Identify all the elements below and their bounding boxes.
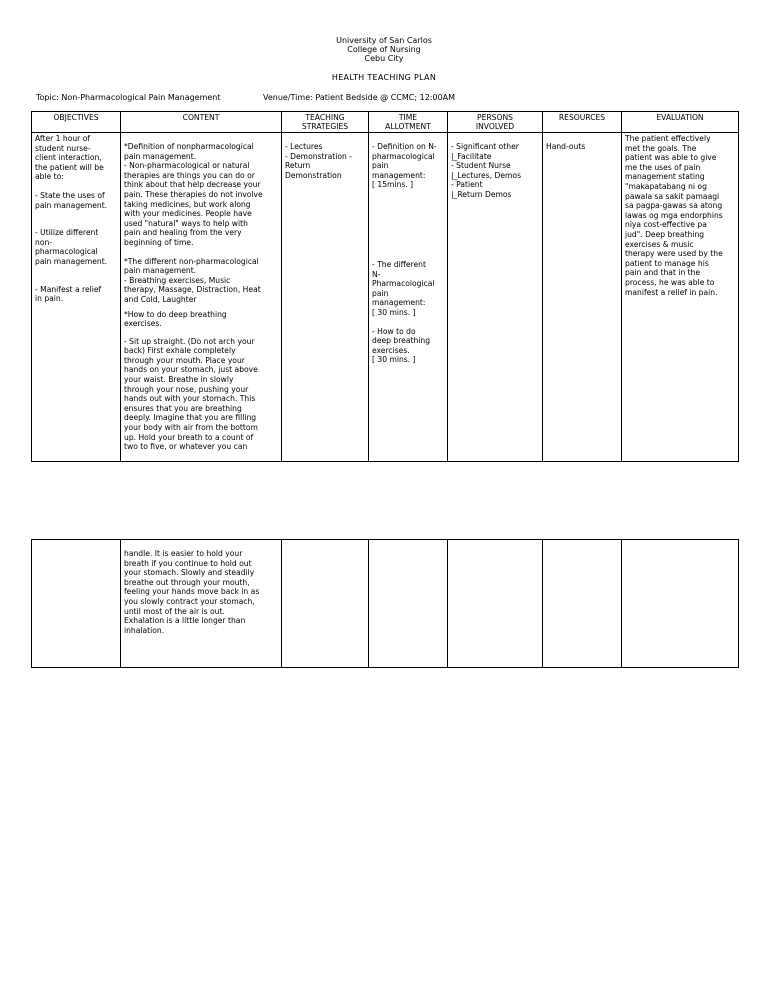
content-cell — [121, 133, 282, 462]
content-continued: handle. It is easier to hold your breath if you continue to hold out your stomach. Slowly and steadily breathe out through your mouth, feeling your hands move back in as you slowly contract your stomach, until most of the air is out. Exhalation is a little longer than inhalation. — [124, 549, 260, 635]
time-breathing: - How to do deep breathing exercises. [ 30 mins. ] — [372, 326, 431, 365]
content-definition: *Definition of nonpharmacological pain management. - Non-pharmacological or natural therapies are things you can do or think about that help decrease your pain. These therapies do not involve taking medicines, but work along with your medicines. People have used "natural" ways to help with pain and healing from the very beginning of time. — [124, 142, 263, 247]
content-types: *The different non-pharmacological pain management. - Breathing exercises, Music therapy, Massage, Distraction, Heat and Cold, Laughter — [124, 256, 261, 304]
time-different: - The different N- Pharmacological pain management: [ 30 mins. ] — [372, 259, 435, 317]
strategies-text: - Lectures - Demonstration - Return Demonstration — [285, 142, 352, 180]
content-cell — [121, 540, 282, 668]
col-header-content: CONTENT — [121, 112, 282, 133]
time-cell — [369, 540, 448, 668]
objectives-cell — [32, 133, 121, 462]
col-header-strategies: TEACHING STRATEGIES — [282, 112, 369, 133]
persons-text: - Significant other |_Facilitate - Student Nurse |_Lectures, Demos - Patient |_Return Demos — [451, 142, 522, 199]
evaluation-cell — [622, 133, 739, 462]
persons-cell — [448, 540, 543, 668]
table-header-row — [32, 112, 739, 133]
objective-2: - Utilize different non- pharmacological pain management. — [35, 228, 108, 266]
persons-cell — [448, 133, 543, 462]
col-header-objectives: OBJECTIVES — [32, 112, 121, 133]
document-title: HEALTH TEACHING PLAN — [331, 73, 437, 82]
resources-cell — [543, 540, 622, 668]
col-header-resources: RESOURCES — [543, 112, 622, 133]
col-header-evaluation: EVALUATION — [622, 112, 739, 133]
col-header-persons: PERSONS INVOLVED — [448, 112, 543, 133]
teaching-plan-table — [31, 111, 739, 462]
resources-cell — [543, 133, 622, 462]
content-howto-heading: *How to do deep breathing exercises. — [124, 309, 227, 329]
time-cell — [369, 133, 448, 462]
table-row — [32, 540, 739, 668]
strategies-cell — [282, 540, 369, 668]
content-steps: - Sit up straight. (Do not arch your back) First exhale completely through your mouth. Place your hands on your stomach, just above your waist. Breathe in slowly through your nose, pushing your hands out with your stomach. This ensures that you are breathing deeply. Imagine that you are filling your body with air from the bottom up. Hold your breath to a count of two to five, or whatever you can — [124, 336, 258, 452]
objectives-cell — [32, 540, 121, 668]
table-row — [32, 133, 739, 462]
objective-1: - State the uses of pain management. — [35, 190, 108, 210]
topic-line: Topic: Non-Pharmacological Pain Management — [36, 93, 221, 102]
college-name: College of Nursing — [347, 45, 421, 54]
teaching-plan-table-continued — [31, 539, 739, 668]
col-header-time: TIME ALLOTMENT — [369, 112, 448, 133]
objectives-intro: After 1 hour of student nurse- client interaction, the patient will be able to: — [35, 134, 104, 182]
city-name: Cebu City — [364, 54, 404, 63]
venue-line: Venue/Time: Patient Bedside @ CCMC; 12:00AM — [263, 93, 456, 102]
evaluation-cell — [622, 540, 739, 668]
university-name: University of San Carlos — [336, 36, 432, 45]
evaluation-text: The patient effectively met the goals. The patient was able to give me the uses of pain management stating "makapatabang ni og pawala sa sakit pamaagi sa pagpa-gawas sa atong lawas og mga endorphins niya cost-effective pa jud". Deep breathing exercises & music therapy were used by the patient to manage his pain and that in the process, he was able to manifest a relief in pain. — [625, 134, 723, 297]
time-definition: - Definition on N- pharmacological pain management: [ 15mins. ] — [372, 142, 437, 190]
resources-text: Hand-outs — [546, 142, 586, 151]
objective-3: - Manifest a relief in pain. — [35, 284, 102, 304]
strategies-cell — [282, 133, 369, 462]
